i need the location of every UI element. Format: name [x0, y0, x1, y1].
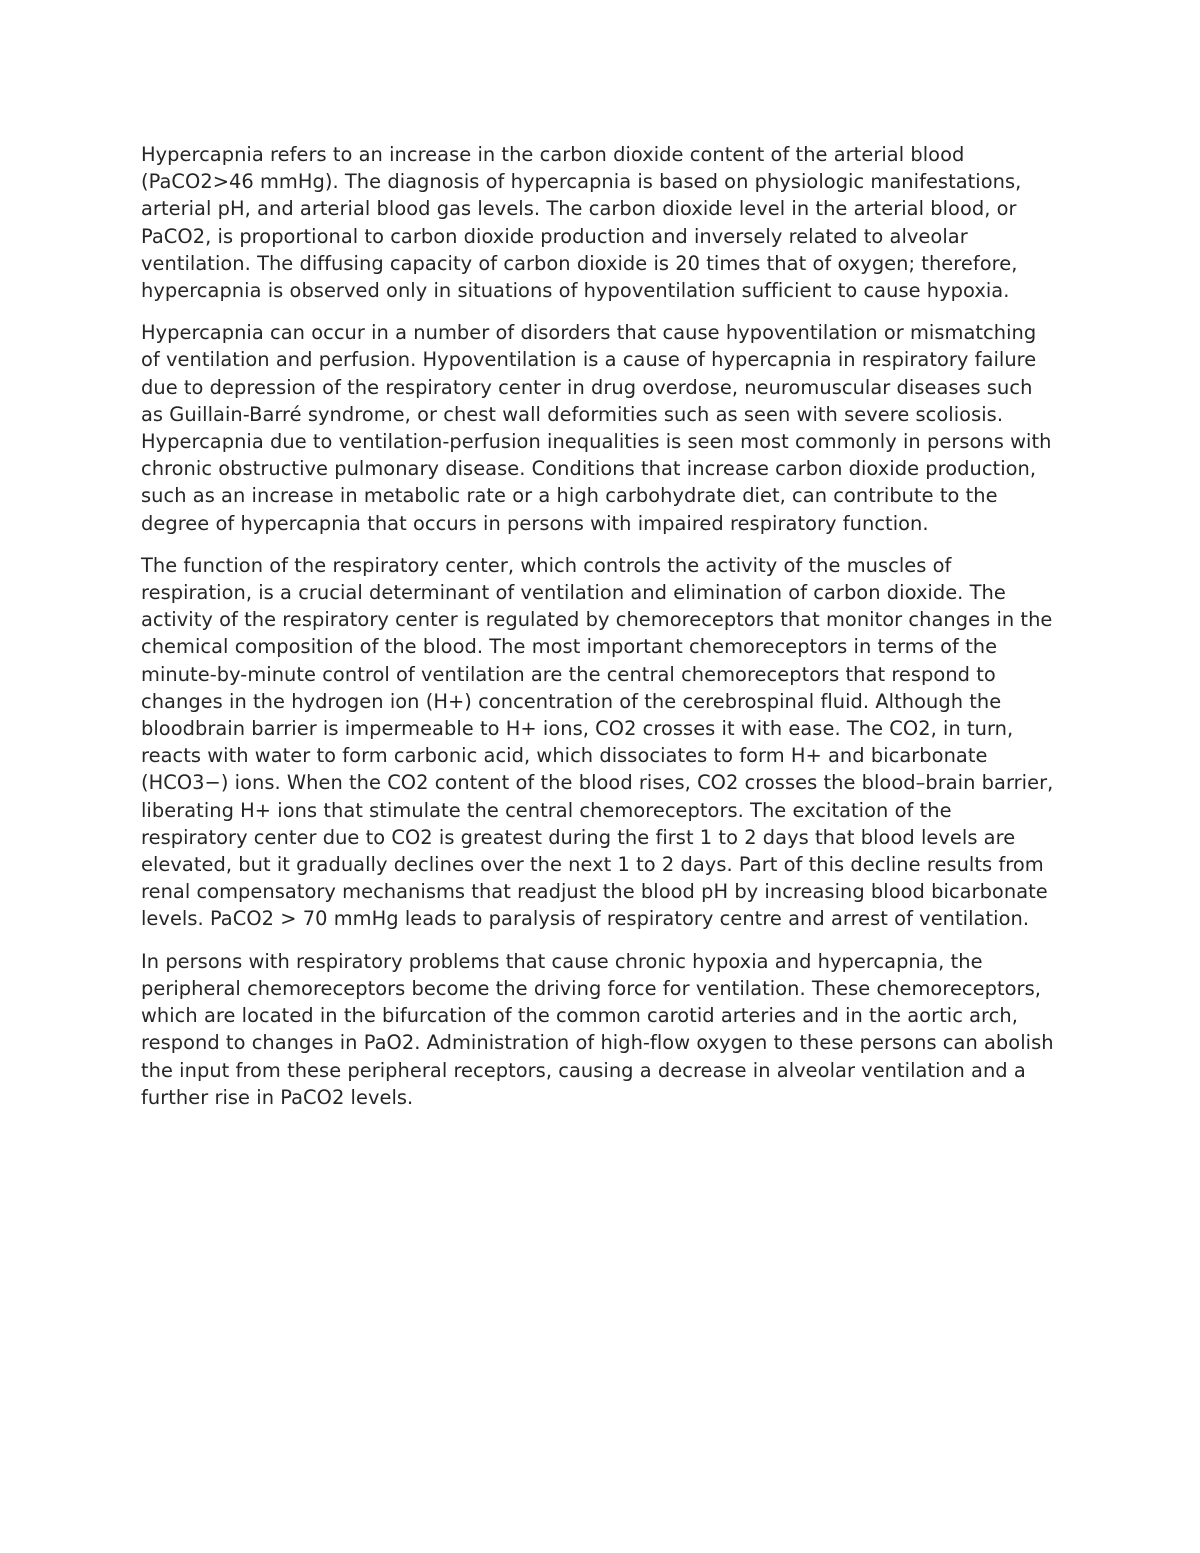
paragraph-hypercapnia-definition: Hypercapnia refers to an increase in the carbon dioxide content of the arterial blood (PaCO2>46 mmHg). The diagnosis of hypercapnia is based on physiologic manifestations, arterial pH, and arterial blood gas levels. The carbon dioxide level in the arterial blood, or PaCO2, is proportional to carbon dioxide production and inversely related to alveolar ventilation. The diffusing capacity of carbon dioxide is 20 times that of oxygen; therefore, hypercapnia is observed only in situations of hypoventilation sufficient to cause hypoxia. [141, 143, 1022, 303]
document-body [141, 141, 1059, 1126]
paragraph-respiratory-center: The function of the respiratory center, which controls the activity of the muscles of respiration, is a crucial determinant of ventilation and elimination of carbon dioxide. The activity of the respiratory center is regulated by chemoreceptors that monitor changes in the chemical composition of the blood. The most important chemoreceptors in terms of the minute-by-minute control of ventilation are the central chemoreceptors that respond to changes in the hydrogen ion (H+) concentration of the cerebrospinal fluid. Although the bloodbrain barrier is impermeable to H+ ions, CO2 crosses it with ease. The CO2, in turn, reacts with water to form carbonic acid, which dissociates to form H+ and bicarbonate (HCO3−) ions. When the CO2 content of the blood rises, CO2 crosses the blood–brain barrier, liberating H+ ions that stimulate the central chemoreceptors. The excitation of the respiratory center due to CO2 is greatest during the first 1 to 2 days that blood levels are elevated, but it gradually declines over the next 1 to 2 days. Part of this decline results from renal compensatory mechanisms that readjust the blood pH by increasing blood bicarbonate levels. PaCO2 > 70 mmHg leads to paralysis of respiratory centre and arrest of ventilation. [141, 553, 1054, 931]
paragraph-peripheral-chemoreceptors: In persons with respiratory problems that cause chronic hypoxia and hypercapnia, the peripheral chemoreceptors become the driving force for ventilation. These chemoreceptors, which are located in the bifurcation of the common carotid arteries and in the aortic arch, respond to changes in PaO2. Administration of high-flow oxygen to these persons can abolish the input from these peripheral receptors, causing a decrease in alveolar ventilation and a further rise in PaCO2 levels. [141, 949, 1054, 1109]
paragraph-hypercapnia-causes: Hypercapnia can occur in a number of disorders that cause hypoventilation or mismatching of ventilation and perfusion. Hypoventilation is a cause of hypercapnia in respiratory failure due to depression of the respiratory center in drug overdose, neuromuscular diseases such as Guillain-Barré syndrome, or chest wall deformities such as seen with severe scoliosis. Hypercapnia due to ventilation-perfusion inequalities is seen most commonly in persons with chronic obstructive pulmonary disease. Conditions that increase carbon dioxide production, such as an increase in metabolic rate or a high carbohydrate diet, can contribute to the degree of hypercapnia that occurs in persons with impaired respiratory function. [141, 321, 1052, 535]
